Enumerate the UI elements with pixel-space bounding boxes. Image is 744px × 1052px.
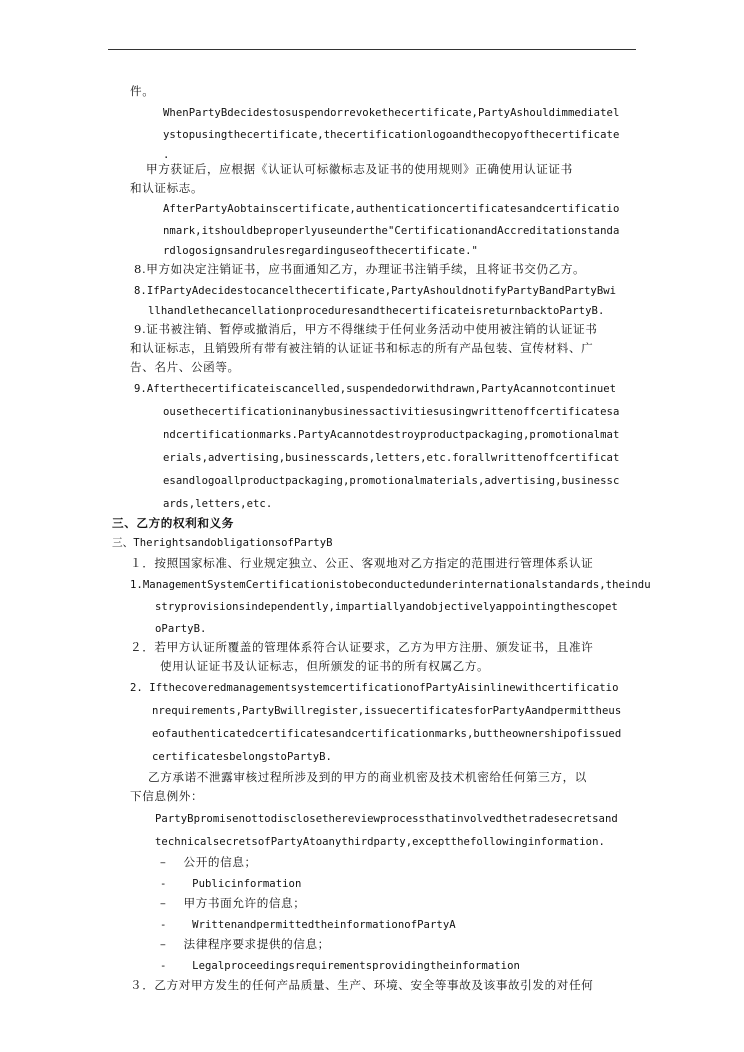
text-line: ystopusingthecertificate,thecertificationlogoandthecopyofthecertificate <box>163 129 620 141</box>
text-line: ３．乙方对甲方发生的任何产品质量、生产、环境、安全等事故及该事故引发的对任何 <box>130 978 594 992</box>
header-rule <box>108 49 636 50</box>
text-line: 三、乙方的权利和义务 <box>112 516 234 530</box>
text-line: . <box>163 149 170 161</box>
text-line: １．按照国家标准、行业规定独立、公正、客观地对乙方指定的范围进行管理体系认证 <box>130 556 594 570</box>
text-line: 乙方承诺不泄露审核过程所涉及到的甲方的商业机密及技术机密给任何第三方，以 <box>148 770 587 784</box>
text-line: rdlogosignsandrulesregardinguseofthecertificate." <box>163 245 478 257</box>
text-line: certificatesbelongstoPartyB. <box>152 751 332 763</box>
text-line: ２．若甲方认证所覆盖的管理体系符合认证要求，乙方为甲方注册、颁发证书，且准许 <box>130 640 594 654</box>
text-line: llhandlethecancellationproceduresandthecertificateisreturnbacktoPartyB. <box>148 305 605 317</box>
text-line: 和认证标志，且销毁所有带有被注销的认证证书和标志的所有产品包装、宣传材料、广 <box>130 341 594 355</box>
text-line: 9.Afterthecertificateiscancelled,suspendedorwithdrawn,PartyAcannotcontinuet <box>134 383 617 395</box>
text-line: – 甲方书面允许的信息； <box>160 896 306 910</box>
text-line: eofauthenticatedcertificatesandcertificationmarks,buttheownershipofissued <box>152 728 622 740</box>
text-line: erials,advertising,businesscards,letters,etc.forallwrittenoffcertificat <box>163 452 620 464</box>
text-line: 8.甲方如决定注销证书，应书面通知乙方，办理证书注销手续，且将证书交仍乙方。 <box>134 262 586 276</box>
text-line: ousethecertificationinanybusinessactivitiesusingwrittenoffcertificatesa <box>163 406 620 418</box>
text-line: 告、名片、公函等。 <box>130 360 240 374</box>
text-line: nmark,itshouldbeproperlyuseunderthe"CertificationandAccreditationstanda <box>163 225 620 237</box>
text-line: 三、TherightsandobligationsofPartyB <box>112 537 333 549</box>
text-line: 1.ManagementSystemCertificationistobeconductedunderinternationalstandards,theindu <box>130 579 651 591</box>
text-line: nrequirements,PartyBwillregister,issuecertificatesforPartyAandpermittheus <box>152 705 622 717</box>
text-line: 9.证书被注销、暂停或撤消后，甲方不得继续于任何业务活动中使用被注销的认证证书 <box>134 322 598 336</box>
text-line: - WrittenandpermittedtheinformationofPartyA <box>160 919 456 931</box>
text-line: - Legalproceedingsrequirementsprovidingtheinformation <box>160 960 520 972</box>
text-line: – 法律程序要求提供的信息； <box>160 937 330 951</box>
text-line: WhenPartyBdecidestosuspendorrevokethecertificate,PartyAshouldimmediatel <box>163 107 620 119</box>
text-line: 件。 <box>130 84 155 98</box>
text-line: 8.IfPartyAdecidestocancelthecertificate,PartyAshouldnotifyPartyBandPartyBwi <box>134 285 617 297</box>
text-line: 2. IfthecoveredmanagementsystemcertificationofPartyAisinlinewithcertificatio <box>130 682 619 694</box>
text-line: oPartyB. <box>155 623 207 635</box>
text-line: 和认证标志。 <box>130 181 204 195</box>
text-line: - Publicinformation <box>160 878 302 890</box>
text-line: ards,letters,etc. <box>163 498 273 510</box>
text-line: ndcertificationmarks.PartyAcannotdestroyproductpackaging,promotionalmat <box>163 429 620 441</box>
text-line: technicalsecretsofPartyAtoanythirdparty,exceptthefollowinginformation. <box>155 836 605 848</box>
text-line: 下信息例外： <box>130 789 204 803</box>
text-line: 甲方获证后，应根据《认证认可标徽标志及证书的使用规则》正确使用认证证书 <box>146 162 573 176</box>
text-line: stryprovisionsindependently,impartiallyandobjectivelyappointingthescopet <box>155 601 618 613</box>
text-line: 使用认证证书及认证标志，但所颁发的证书的所有权属乙方。 <box>160 659 490 673</box>
text-line: – 公开的信息； <box>160 855 257 869</box>
text-line: esandlogoallproductpackaging,promotionalmaterials,advertising,businessc <box>163 475 620 487</box>
text-line: PartyBpromisenottodisclosethereviewprocessthatinvolvedthetradesecretsand <box>155 813 618 825</box>
text-line: AfterPartyAobtainscertificate,authenticationcertificatesandcertificatio <box>163 203 620 215</box>
